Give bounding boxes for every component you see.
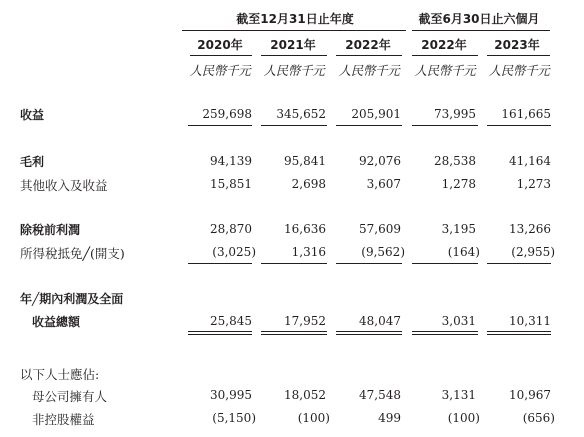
cell-gross-profit-2022: 92,076 bbox=[359, 154, 401, 168]
double-underline-total-2023-h1 bbox=[487, 331, 551, 335]
cell-revenue-2022-h1: 73,995 bbox=[434, 107, 476, 121]
column-unit-2022: 人民幣千元 bbox=[338, 63, 400, 78]
underline-revenue-2022-h1 bbox=[412, 125, 478, 126]
column-year-2023-h1: 2023年 bbox=[494, 38, 540, 52]
cell-other-income-2022-h1: 1,278 bbox=[441, 177, 476, 191]
column-rule-2020 bbox=[190, 55, 252, 56]
double-underline-total-2022 bbox=[336, 331, 402, 335]
row-label-profit-before-tax: 除稅前利潤 bbox=[20, 223, 81, 237]
column-unit-2021: 人民幣千元 bbox=[263, 63, 325, 78]
cell-income-tax-2022-h1: (164) bbox=[447, 245, 480, 259]
column-unit-2023-h1: 人民幣千元 bbox=[488, 63, 550, 78]
cell-nci-2021: (100) bbox=[297, 411, 330, 425]
cell-owners-2022-h1: 3,131 bbox=[441, 388, 476, 402]
cell-total-comprehensive-2021: 17,952 bbox=[284, 314, 326, 328]
cell-profit-before-tax-2022: 57,609 bbox=[359, 222, 401, 236]
underline-revenue-2021 bbox=[261, 125, 327, 126]
cell-revenue-2023-h1: 161,665 bbox=[501, 107, 551, 121]
group-header-six-months: 截至6月30日止六個月 bbox=[418, 12, 540, 26]
cell-total-comprehensive-2022: 48,047 bbox=[359, 314, 401, 328]
cell-other-income-2021: 2,698 bbox=[291, 177, 326, 191]
cell-revenue-2022: 205,901 bbox=[351, 107, 401, 121]
cell-gross-profit-2023-h1: 41,164 bbox=[509, 154, 551, 168]
cell-nci-2020: (5,150) bbox=[212, 411, 256, 425]
row-label-non-controlling-interests: 非控股權益 bbox=[32, 412, 95, 427]
column-unit-2020: 人民幣千元 bbox=[189, 63, 251, 78]
column-year-2021: 2021年 bbox=[270, 38, 316, 52]
underline-income-tax-2022 bbox=[336, 263, 402, 264]
cell-revenue-2021: 345,652 bbox=[276, 107, 326, 121]
cell-total-comprehensive-2023-h1: 10,311 bbox=[509, 314, 551, 328]
cell-profit-before-tax-2022-h1: 3,195 bbox=[441, 222, 476, 236]
cell-nci-2022-h1: (100) bbox=[447, 411, 480, 425]
cell-owners-2022: 47,548 bbox=[359, 388, 401, 402]
cell-profit-before-tax-2023-h1: 13,266 bbox=[509, 222, 551, 236]
cell-income-tax-2021: 1,316 bbox=[291, 245, 326, 259]
row-label-attributable: 以下人士應佔: bbox=[20, 367, 100, 382]
cell-income-tax-2023-h1: (2,955) bbox=[511, 245, 555, 259]
row-label-total-comprehensive-line2: 收益總額 bbox=[32, 315, 81, 329]
cell-gross-profit-2022-h1: 28,538 bbox=[434, 154, 476, 168]
cell-other-income-2022: 3,607 bbox=[366, 177, 401, 191]
cell-total-comprehensive-2020: 25,845 bbox=[210, 314, 252, 328]
cell-other-income-2020: 15,851 bbox=[210, 177, 252, 191]
cell-profit-before-tax-2020: 28,870 bbox=[210, 222, 252, 236]
cell-total-comprehensive-2022-h1: 3,031 bbox=[441, 314, 476, 328]
column-rule-2022-h1 bbox=[412, 55, 478, 56]
cell-revenue-2020: 259,698 bbox=[202, 107, 252, 121]
cell-owners-2020: 30,995 bbox=[210, 388, 252, 402]
underline-income-tax-2022-h1 bbox=[412, 263, 478, 264]
row-label-income-tax: 所得稅抵免╱(開支) bbox=[20, 246, 125, 261]
cell-owners-2021: 18,052 bbox=[284, 388, 326, 402]
cell-nci-2023-h1: (656) bbox=[522, 411, 555, 425]
row-label-owners-of-parent: 母公司擁有人 bbox=[32, 389, 108, 404]
column-year-2020: 2020年 bbox=[197, 38, 243, 52]
cell-other-income-2023-h1: 1,273 bbox=[516, 177, 551, 191]
group-rule-year-end bbox=[182, 30, 406, 31]
underline-income-tax-2021 bbox=[261, 263, 327, 264]
underline-revenue-2022 bbox=[336, 125, 402, 126]
cell-gross-profit-2021: 95,841 bbox=[284, 154, 326, 168]
cell-owners-2023-h1: 10,967 bbox=[509, 388, 551, 402]
cell-profit-before-tax-2021: 16,636 bbox=[284, 222, 326, 236]
row-label-other-income: 其他收入及收益 bbox=[20, 178, 108, 193]
column-rule-2021 bbox=[261, 55, 327, 56]
column-rule-2023-h1 bbox=[487, 55, 550, 56]
underline-income-tax-2020 bbox=[188, 263, 252, 264]
row-label-total-comprehensive-line1: 年╱期內利潤及全面 bbox=[20, 292, 124, 306]
cell-income-tax-2020: (3,025) bbox=[212, 245, 256, 259]
column-rule-2022 bbox=[336, 55, 402, 56]
double-underline-total-2022-h1 bbox=[412, 331, 478, 335]
column-year-2022: 2022年 bbox=[345, 38, 391, 52]
underline-revenue-2020 bbox=[188, 125, 252, 126]
group-header-year-end: 截至12月31日止年度 bbox=[236, 12, 354, 26]
group-rule-six-months bbox=[412, 30, 550, 31]
underline-income-tax-2023-h1 bbox=[487, 263, 551, 264]
double-underline-total-2021 bbox=[261, 331, 327, 335]
underline-revenue-2023-h1 bbox=[487, 125, 551, 126]
double-underline-total-2020 bbox=[188, 331, 252, 335]
row-label-gross-profit: 毛利 bbox=[20, 155, 45, 169]
column-year-2022-h1: 2022年 bbox=[421, 38, 467, 52]
cell-gross-profit-2020: 94,139 bbox=[210, 154, 252, 168]
cell-income-tax-2022: (9,562) bbox=[361, 245, 405, 259]
row-label-revenue: 收益 bbox=[20, 108, 45, 122]
cell-nci-2022: 499 bbox=[378, 411, 401, 425]
column-unit-2022-h1: 人民幣千元 bbox=[414, 63, 476, 78]
